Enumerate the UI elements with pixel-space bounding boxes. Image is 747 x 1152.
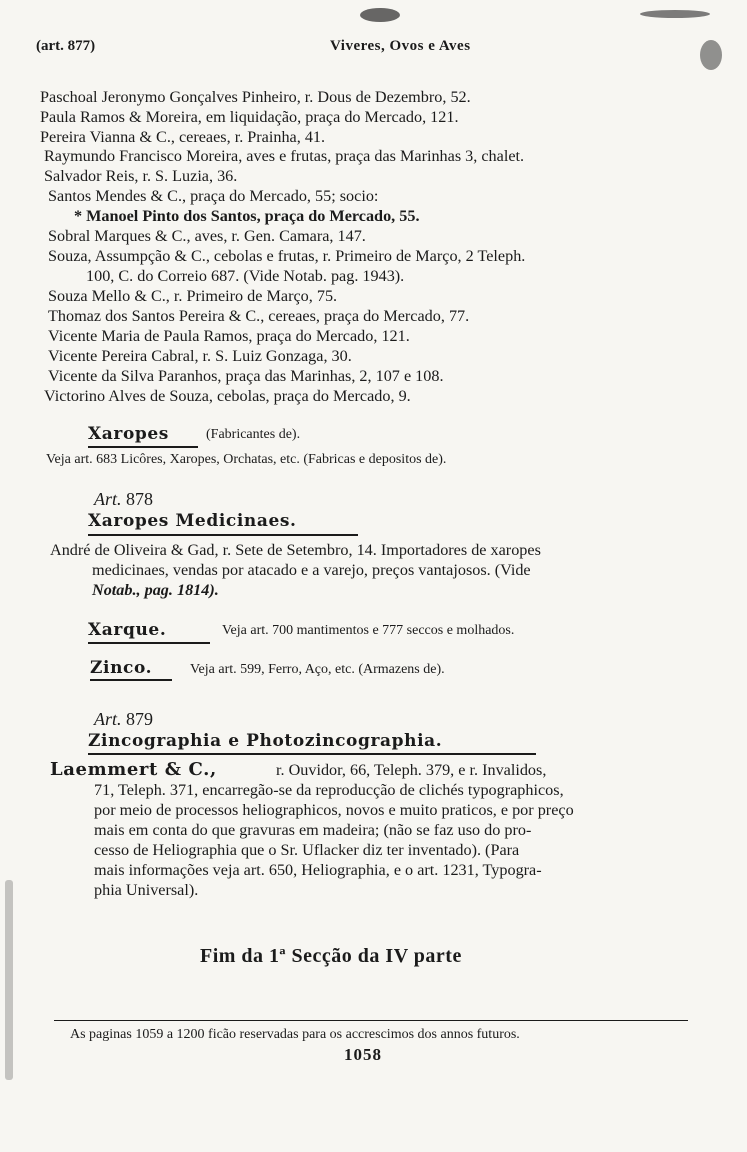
firm-name: Laemmert & C., (50, 759, 217, 780)
article-label: Art. (94, 709, 122, 729)
ink-blot (360, 8, 400, 22)
section-end-title: Fim da 1ª Secção da IV parte (200, 945, 462, 967)
article-heading-879 (94, 709, 153, 730)
article-heading-878 (94, 489, 153, 510)
list-item: Notab., pag. 1814). (92, 581, 219, 599)
list-item: * Manoel Pinto dos Santos, praça do Mercado, 55. (74, 207, 420, 225)
section-rule (90, 679, 172, 681)
page-number: 1058 (344, 1045, 382, 1064)
list-item: Vicente da Silva Paranhos, praça das Marinhas, 2, 107 e 108. (48, 367, 444, 385)
list-item: mais em conta do que gravuras em madeira; (não se faz uso do pro- (94, 821, 532, 839)
section-title-xaropes: Xaropes (88, 424, 169, 444)
list-item: Santos Mendes & C., praça do Mercado, 55; socio: (48, 187, 379, 205)
section-rule (88, 534, 358, 536)
list-item: mais informações veja art. 650, Heliographia, e o art. 1231, Typogra- (94, 861, 542, 879)
section-title-xaropes-medicinaes: Xaropes Medicinaes. (88, 511, 297, 531)
ink-blot (640, 10, 710, 18)
list-item: Victorino Alves de Souza, cebolas, praça do Mercado, 9. (44, 387, 411, 405)
cross-reference: Veja art. 683 Licôres, Xaropes, Orchatas, etc. (Fabricas e depositos de). (46, 452, 447, 467)
section-rule (88, 753, 536, 755)
list-item: André de Oliveira & Gad, r. Sete de Setembro, 14. Importadores de xaropes (50, 541, 541, 559)
list-item: r. Ouvidor, 66, Teleph. 379, e r. Invalidos, (276, 761, 547, 779)
list-item: Pereira Vianna & C., cereaes, r. Prainha, 41. (40, 128, 326, 146)
list-item: phia Universal). (94, 881, 199, 899)
list-item: Vicente Maria de Paula Ramos, praça do Mercado, 121. (48, 327, 410, 345)
section-rule (88, 642, 210, 644)
footer-rule (54, 1020, 688, 1021)
list-item: Raymundo Francisco Moreira, aves e frutas, praça das Marinhas 3, chalet. (44, 147, 525, 165)
list-item: Souza Mello & C., r. Primeiro de Março, 75. (48, 287, 338, 305)
list-item: Salvador Reis, r. S. Luzia, 36. (44, 167, 238, 185)
list-item: Thomaz dos Santos Pereira & C., cereaes, praça do Mercado, 77. (48, 307, 470, 325)
list-item: Sobral Marques & C., aves, r. Gen. Camara, 147. (48, 227, 366, 245)
section-title-zincographia: Zincographia e Photozincographia. (88, 731, 443, 751)
list-item: por meio de processos heliographicos, novos e muito praticos, e por preço (94, 801, 574, 819)
article-label: Art. (94, 489, 122, 509)
section-title-xarque: Xarque. (88, 620, 167, 640)
header-title: Viveres, Ovos e Aves (330, 38, 471, 54)
footer-note: As paginas 1059 a 1200 ficão reservadas para os accrescimos dos annos futuros. (70, 1027, 520, 1042)
list-item: Souza, Assumpção & C., cebolas e frutas, r. Primeiro de Março, 2 Teleph. (48, 247, 526, 265)
section-title-zinco: Zinco. (90, 658, 153, 678)
running-header (36, 38, 707, 60)
list-item: medicinaes, vendas por atacado e a varejo, preços vantajosos. (Vide (92, 561, 531, 579)
list-item: Vicente Pereira Cabral, r. S. Luiz Gonzaga, 30. (48, 347, 352, 365)
list-item: 100, C. do Correio 687. (Vide Notab. pag. 1943). (86, 267, 405, 285)
header-article: (art. 877) (36, 38, 96, 54)
cross-reference: Veja art. 599, Ferro, Aço, etc. (Armazens de). (190, 662, 445, 677)
ink-blot (5, 880, 13, 1080)
article-number: 878 (126, 489, 154, 509)
list-item: Paschoal Jeronymo Gonçalves Pinheiro, r. Dous de Dezembro, 52. (40, 88, 471, 106)
section-rule (88, 446, 198, 448)
list-item: 71, Teleph. 371, encarregão-se da reproducção de clichés typographicos, (94, 781, 564, 799)
cross-reference: Veja art. 700 mantimentos e 777 seccos e molhados. (222, 623, 515, 638)
list-item: Paula Ramos & Moreira, em liquidação, praça do Mercado, 121. (40, 108, 459, 126)
list-item: cesso de Heliographia que o Sr. Uflacker diz ter inventado). (Para (94, 841, 520, 859)
section-subtitle-xaropes: (Fabricantes de). (206, 427, 301, 442)
article-number: 879 (126, 709, 154, 729)
